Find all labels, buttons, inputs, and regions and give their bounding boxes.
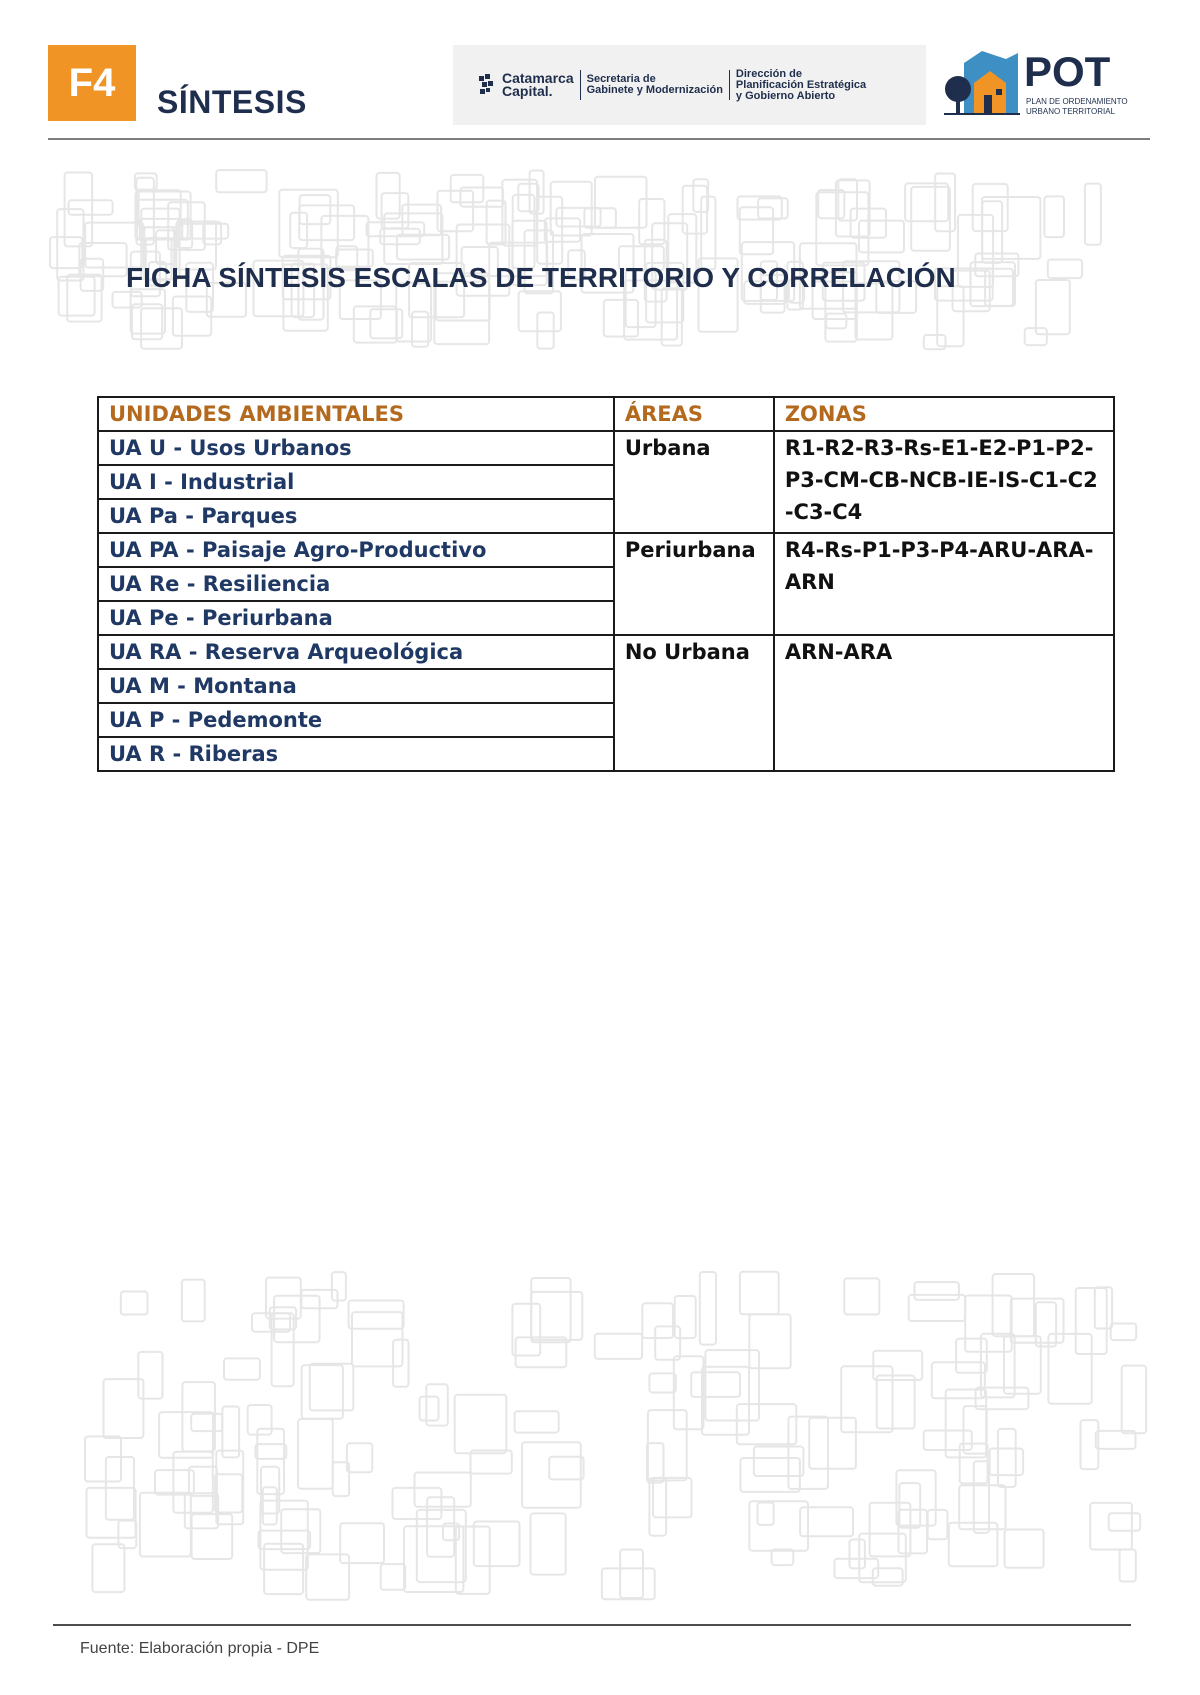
map-block (691, 1372, 740, 1397)
secretaria-logo (587, 74, 723, 96)
map-block (420, 1397, 439, 1421)
unit-cell: UA U - Usos Urbanos (98, 431, 614, 465)
logo-divider (729, 70, 730, 100)
map-block (248, 1405, 272, 1435)
map-block (69, 200, 113, 215)
map-block (649, 1478, 666, 1536)
column-header-unidades: UNIDADES AMBIENTALES (98, 397, 614, 431)
map-block (173, 297, 211, 336)
map-block (515, 1411, 559, 1432)
synthesis-table (97, 396, 1115, 772)
direccion-logo (736, 69, 866, 102)
table-row (98, 533, 1114, 567)
map-block (982, 197, 1040, 259)
map-block (937, 286, 963, 346)
map-block (602, 1568, 655, 1599)
map-block (1090, 1503, 1132, 1550)
map-block (896, 1470, 935, 1525)
map-block (1085, 184, 1101, 245)
map-block (826, 314, 846, 329)
map-block (306, 1554, 349, 1599)
map-block (662, 288, 682, 345)
map-block (381, 1564, 406, 1590)
map-block (393, 1340, 408, 1387)
map-block (1036, 1302, 1056, 1346)
map-block (50, 237, 82, 268)
map-block (647, 1443, 664, 1483)
map-block (531, 1278, 570, 1342)
map-block (924, 1431, 972, 1451)
map-block (1120, 1550, 1136, 1582)
map-block (192, 1514, 233, 1559)
map-block (191, 1414, 222, 1431)
map-block (935, 174, 955, 232)
table-row (98, 635, 1114, 669)
map-block (1005, 1530, 1044, 1568)
map-block (772, 1549, 794, 1565)
map-block (993, 1274, 1035, 1336)
area-cell: No Urbana (614, 635, 774, 771)
map-block (397, 235, 449, 260)
table-row (98, 431, 1114, 465)
table-header-row (98, 397, 1114, 431)
institution-logos (453, 45, 926, 125)
map-block (216, 170, 266, 192)
map-block (415, 1473, 471, 1507)
map-block (298, 1419, 333, 1489)
map-block (705, 1350, 759, 1420)
map-block (203, 222, 221, 245)
header-divider (48, 138, 1150, 140)
map-block (531, 1292, 582, 1340)
map-block (675, 1296, 696, 1338)
map-block (140, 1493, 191, 1557)
map-block (522, 1442, 581, 1508)
map-block (263, 1487, 277, 1524)
map-block (990, 1449, 1023, 1476)
map-block (642, 1303, 673, 1338)
map-block (740, 1458, 800, 1492)
map-block (604, 300, 638, 337)
map-block (737, 1404, 797, 1444)
map-block (456, 1527, 490, 1594)
map-block (417, 1510, 466, 1582)
map-block (85, 1436, 121, 1481)
map-block (674, 1356, 704, 1429)
map-block (928, 1510, 948, 1539)
map-block (474, 1522, 520, 1567)
section-badge: F4 (48, 45, 136, 121)
map-block (1048, 260, 1082, 279)
column-header-areas: ÁREAS (614, 397, 774, 431)
map-block (620, 1550, 643, 1599)
map-block (138, 1352, 162, 1399)
direccion-line3: y Gobierno Abierto (735, 89, 836, 102)
map-block (998, 1429, 1016, 1487)
map-block (92, 1544, 124, 1592)
map-block (956, 1339, 987, 1373)
unit-cell: UA Re - Resiliencia (98, 567, 614, 601)
pot-house-icon (944, 49, 1022, 121)
unit-cell: UA P - Pedemonte (98, 703, 614, 737)
map-block (347, 1443, 372, 1472)
pot-logo (944, 45, 1144, 125)
source-note: Fuente: Elaboración propia - DPE (80, 1640, 320, 1657)
map-block (700, 1272, 716, 1345)
map-block (340, 1523, 384, 1563)
unit-cell: UA M - Montana (98, 669, 614, 703)
catamarca-capital-logo (479, 72, 574, 98)
map-block (648, 1410, 687, 1480)
map-block (300, 195, 331, 224)
map-block (1109, 1513, 1141, 1531)
map-block (844, 1278, 879, 1314)
map-block (740, 207, 773, 254)
logo-divider (580, 70, 581, 100)
zonas-cell: R4-Rs-P1-P3-P4-ARU-ARA-ARN (774, 533, 1114, 635)
secretaria-line1: Secretaria de (586, 73, 656, 85)
area-cell: Urbana (614, 431, 774, 533)
map-block (518, 184, 538, 211)
map-block (455, 1395, 507, 1453)
pot-subtitle-line2: URBANO TERRITORIAL (1026, 107, 1116, 116)
map-block (224, 1358, 260, 1379)
map-block (915, 1282, 959, 1300)
map-block (758, 1503, 774, 1525)
map-block (1111, 1324, 1137, 1341)
map-block (946, 1390, 987, 1458)
map-block (816, 192, 868, 265)
map-block (354, 306, 397, 342)
direccion-line2: Planificación Estratégica (735, 78, 867, 91)
map-block (182, 1382, 215, 1451)
zonas-cell: R1-R2-R3-Rs-E1-E2-P1-P2-P3-CM-CB-NCB-IE-IS-C1-C2-C3-C4 (774, 431, 1114, 533)
map-block (1122, 1366, 1146, 1434)
map-block (349, 1301, 404, 1329)
map-block (531, 1513, 566, 1574)
map-block (121, 1292, 148, 1315)
map-block (67, 275, 101, 322)
map-block (451, 175, 484, 202)
unit-cell: UA Pe - Periurbana (98, 601, 614, 635)
secretaria-line2: Gabinete y Modernización (586, 84, 723, 96)
map-block (653, 1478, 692, 1518)
map-block (932, 1362, 985, 1398)
map-block (818, 190, 844, 218)
catamarca-line2: Capital. (502, 83, 553, 99)
map-block (595, 1334, 642, 1359)
map-block (1036, 280, 1070, 334)
zonas-cell: ARN-ARA (774, 635, 1114, 771)
map-block (702, 1367, 749, 1435)
map-block (310, 1364, 354, 1411)
map-block (655, 1326, 680, 1359)
map-block (260, 1501, 307, 1570)
pot-subtitle-line1: PLAN DE ORDENAMIENTO (1026, 97, 1128, 106)
map-block (877, 1376, 915, 1429)
column-header-zonas: ZONAS (774, 397, 1114, 431)
direccion-line1: Dirección de (735, 67, 802, 80)
pot-title: POT (1024, 48, 1111, 95)
map-block (911, 187, 950, 251)
map-block (899, 1510, 928, 1554)
map-block (809, 1418, 856, 1469)
map-block (749, 1314, 790, 1368)
section-title: SÍNTESIS (157, 84, 307, 120)
unit-cell: UA R - Riberas (98, 737, 614, 771)
map-block (1095, 1287, 1112, 1328)
area-cell: Periurbana (614, 533, 774, 635)
map-block (182, 1280, 205, 1322)
unit-cell: UA RA - Reserva Arqueológica (98, 635, 614, 669)
catamarca-line1: Catamarca (502, 70, 574, 86)
page-heading: FICHA SÍNTESIS ESCALAS DE TERRITORIO Y CORRELACIÓN (126, 262, 956, 293)
pot-subtitle (1026, 97, 1128, 117)
map-block (59, 277, 95, 316)
map-block (838, 179, 857, 220)
map-block (1044, 196, 1064, 237)
map-block (1048, 1334, 1091, 1404)
map-block (87, 1488, 136, 1538)
map-block (850, 1540, 865, 1569)
footer-divider (53, 1624, 1131, 1626)
map-block (549, 1457, 583, 1480)
map-block (649, 1373, 675, 1392)
catamarca-mark-icon (479, 74, 499, 96)
map-block (377, 173, 400, 219)
map-block (255, 1444, 286, 1459)
unit-cell: UA I - Industrial (98, 465, 614, 499)
map-block (740, 1272, 779, 1315)
map-block (332, 1272, 346, 1301)
unit-cell: UA Pa - Parques (98, 499, 614, 533)
map-block (384, 213, 442, 264)
map-block (754, 1447, 804, 1477)
unit-cell: UA PA - Paisaje Agro-Productivo (98, 533, 614, 567)
